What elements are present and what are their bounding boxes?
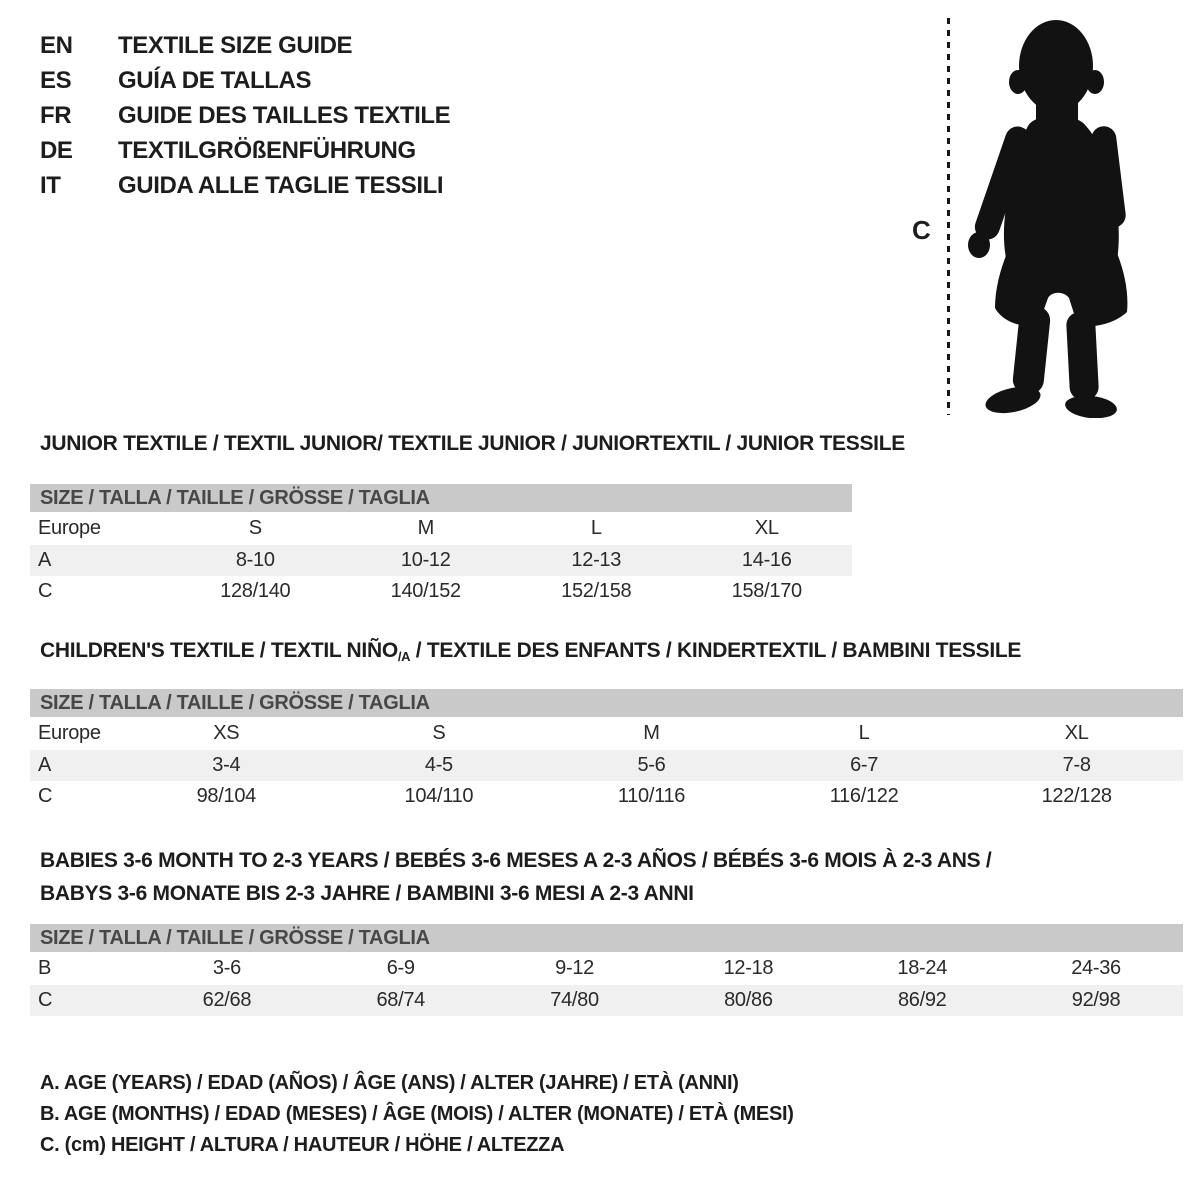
table-cell: A (38, 549, 52, 571)
table-cell: 5-6 (637, 754, 666, 776)
babies-heading-line1: BABIES 3-6 MONTH TO 2-3 YEARS / BEBÉS 3-6 MESES A 2-3 AÑOS / BÉBÉS 3-6 MOIS À 2-3 ANS / (40, 849, 992, 872)
junior-row-c (30, 576, 852, 607)
language-list (40, 28, 450, 203)
language-label: GUIDE DES TAILLES TEXTILE (118, 101, 451, 129)
table-cell: C (38, 785, 53, 807)
legend-line-c: C. (cm) HEIGHT / ALTURA / HAUTEUR / HÖHE / ALTEZZA (40, 1134, 565, 1156)
language-code: FR (40, 101, 72, 129)
children-header-row (30, 717, 1183, 750)
language-row-it (40, 168, 450, 203)
table-cell: 4-5 (424, 754, 453, 776)
babies-size-table (30, 924, 1183, 1016)
table-cell: A (38, 754, 52, 776)
table-cell: 6-9 (386, 957, 415, 979)
language-row-de (40, 133, 450, 168)
table-cell: 8-10 (235, 549, 275, 571)
table-cell: 12-13 (571, 549, 622, 571)
junior-header-row (30, 512, 852, 545)
language-label: TEXTILE SIZE GUIDE (118, 31, 353, 59)
language-code: IT (40, 171, 61, 199)
table-cell: L (858, 722, 870, 744)
junior-size-table (30, 484, 852, 607)
children-section-heading (40, 639, 1021, 663)
babies-heading-line2: BABYS 3-6 MONATE BIS 2-3 JAHRE / BAMBINI 3-6 MESI A 2-3 ANNI (40, 882, 694, 905)
table-cell: 24-36 (1071, 957, 1121, 979)
language-code: DE (40, 136, 73, 164)
table-cell: 68/74 (376, 989, 426, 1011)
table-cell: 140/152 (390, 580, 461, 602)
baby-silhouette-icon (966, 14, 1138, 418)
table-cell: 86/92 (897, 989, 947, 1011)
junior-section-heading: JUNIOR TEXTILE / TEXTIL JUNIOR/ TEXTILE JUNIOR / JUNIORTEXTIL / JUNIOR TESSILE (40, 432, 905, 455)
table-cell: XL (1064, 722, 1089, 744)
heading-text: CHILDREN'S TEXTILE / TEXTIL NIÑO (40, 639, 398, 662)
babies-section-heading (40, 844, 991, 910)
language-code: EN (40, 31, 73, 59)
children-row-a (30, 750, 1183, 781)
table-cell: 7-8 (1062, 754, 1091, 776)
table-cell: 104/110 (404, 785, 474, 807)
table-cell: Europe (38, 517, 101, 539)
table-cell: B (38, 957, 52, 979)
language-label: GUÍA DE TALLAS (118, 66, 312, 94)
children-size-bar: SIZE / TALLA / TAILLE / GRÖSSE / TAGLIA (30, 689, 1183, 717)
children-row-c (30, 781, 1183, 812)
height-measure-label: C (912, 215, 931, 245)
table-cell: C (38, 989, 53, 1011)
table-cell: M (643, 722, 660, 744)
table-cell: L (590, 517, 602, 539)
table-cell: 6-7 (850, 754, 879, 776)
language-row-fr (40, 98, 450, 133)
legend (40, 1068, 794, 1161)
table-cell: 14-16 (741, 549, 792, 571)
children-size-table (30, 689, 1183, 812)
table-cell: 128/140 (220, 580, 291, 602)
table-cell: 152/158 (561, 580, 632, 602)
heading-text: / TEXTILE DES ENFANTS / KINDERTEXTIL / BAMBINI TESSILE (410, 639, 1022, 662)
table-cell: 12-18 (723, 957, 774, 979)
table-cell: 9-12 (555, 957, 594, 979)
table-cell: XS (213, 722, 240, 744)
table-cell: 10-12 (400, 549, 451, 571)
table-cell: 18-24 (897, 957, 948, 979)
language-row-en (40, 28, 450, 63)
language-label: TEXTILGRÖßENFÜHRUNG (118, 136, 416, 164)
table-cell: 122/128 (1041, 785, 1112, 807)
legend-line-a: A. AGE (YEARS) / EDAD (AÑOS) / ÂGE (ANS) / ALTER (JAHRE) / ETÀ (ANNI) (40, 1072, 739, 1094)
baby-silhouette-shape (968, 20, 1127, 418)
table-cell: 92/98 (1071, 989, 1121, 1011)
legend-line-b: B. AGE (MONTHS) / EDAD (MESES) / ÂGE (MOIS) / ALTER (MONATE) / ETÀ (MESI) (40, 1103, 794, 1125)
heading-subscript: /A (397, 649, 411, 664)
table-cell: 62/68 (202, 989, 252, 1011)
table-cell: S (432, 722, 446, 744)
table-cell: 110/116 (617, 785, 686, 807)
table-cell: M (417, 517, 434, 539)
table-cell: 80/86 (724, 989, 773, 1011)
table-cell: 116/122 (829, 785, 899, 807)
table-cell: 98/104 (196, 785, 256, 807)
junior-row-a (30, 545, 852, 576)
junior-size-bar: SIZE / TALLA / TAILLE / GRÖSSE / TAGLIA (30, 484, 852, 512)
height-measure-dashed-line (947, 18, 950, 415)
table-cell: C (38, 580, 53, 602)
table-cell: 3-6 (212, 957, 241, 979)
language-row-es (40, 63, 450, 98)
language-code: ES (40, 66, 72, 94)
language-label: GUIDA ALLE TAGLIE TESSILI (118, 171, 444, 199)
table-cell: XL (754, 517, 779, 539)
table-cell: 3-4 (212, 754, 241, 776)
babies-row-b (30, 952, 1183, 985)
table-cell: S (248, 517, 262, 539)
table-cell: 74/80 (550, 989, 599, 1011)
babies-size-bar: SIZE / TALLA / TAILLE / GRÖSSE / TAGLIA (30, 924, 1183, 952)
table-cell: Europe (38, 722, 101, 744)
table-cell: 158/170 (731, 580, 802, 602)
babies-row-c (30, 985, 1183, 1016)
